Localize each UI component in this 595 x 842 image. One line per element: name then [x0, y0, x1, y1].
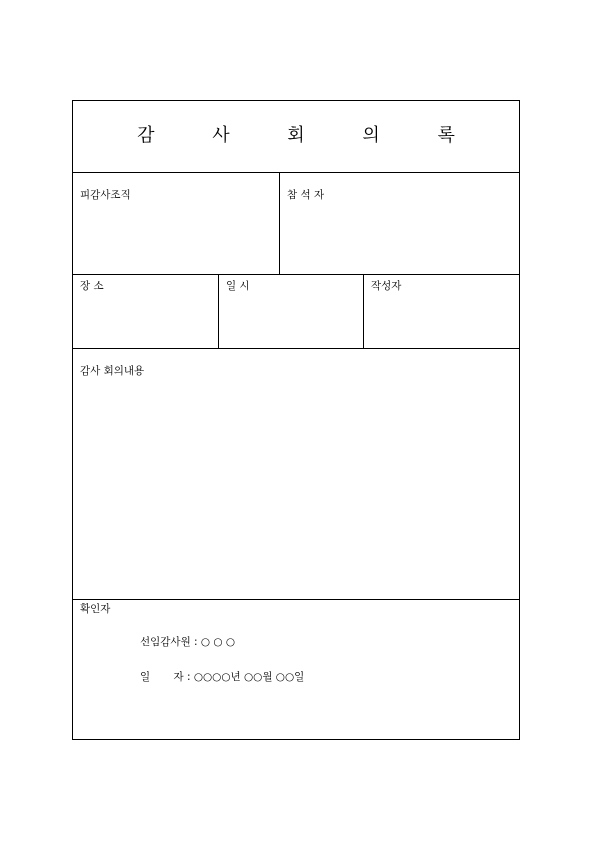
audited-org-label: 피감사조직 — [80, 189, 131, 201]
datetime-cell[interactable] — [219, 275, 364, 348]
title-row — [73, 101, 519, 173]
attendees-label: 참 석 자 — [287, 189, 325, 201]
author-cell[interactable] — [364, 275, 519, 348]
audit-meeting-minutes-form — [72, 100, 520, 740]
confirmation-label: 확인자 — [80, 603, 111, 615]
confirmation-row — [73, 600, 519, 739]
datetime-label: 일 시 — [226, 280, 250, 292]
meeting-content-label: 감사 회의내용 — [80, 365, 145, 377]
place-cell[interactable] — [73, 275, 219, 348]
senior-auditor-line: 선임감사원 : ○ ○ ○ — [140, 636, 236, 648]
attendees-cell[interactable] — [280, 173, 519, 274]
audited-org-cell[interactable] — [73, 173, 280, 274]
place-datetime-author-row — [73, 275, 519, 349]
place-label: 장 소 — [80, 280, 104, 292]
meeting-content-row[interactable] — [73, 349, 519, 600]
author-label: 작성자 — [371, 280, 402, 292]
confirmation-date-line: 일 자 : ○○○○년 ○○월 ○○일 — [140, 671, 305, 683]
document-title: 감 사 회 의 록 — [137, 125, 481, 146]
org-attendees-row — [73, 173, 519, 275]
